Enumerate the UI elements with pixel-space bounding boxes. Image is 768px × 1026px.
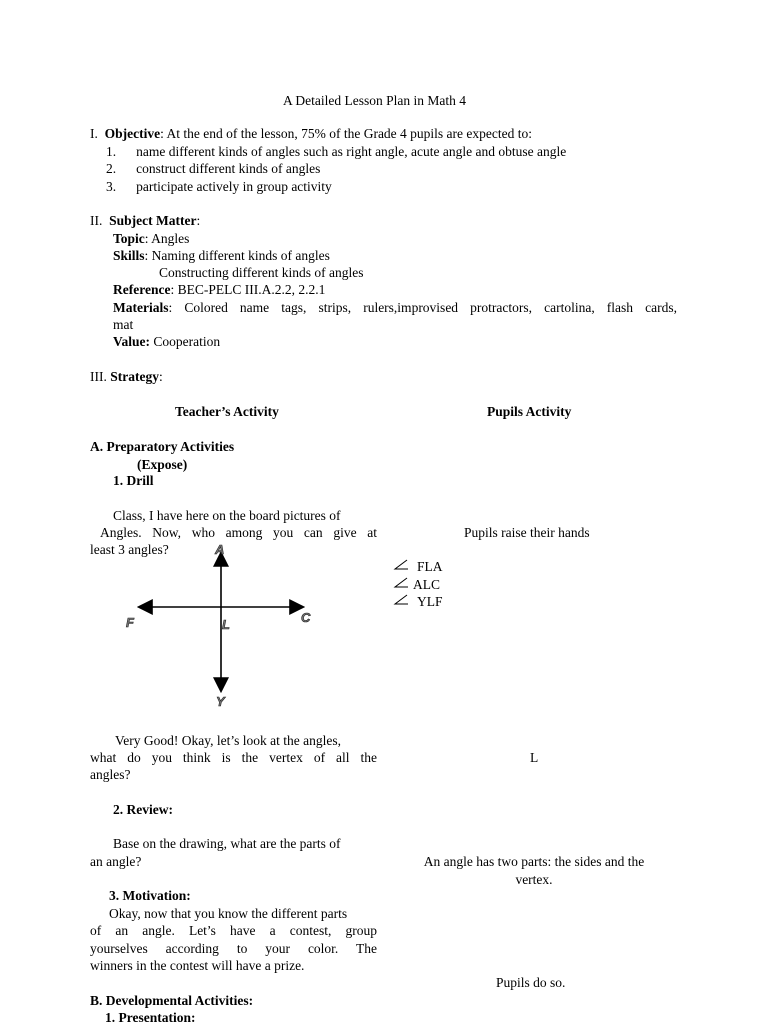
point-label-f: F xyxy=(126,615,134,630)
topic-value: : Angles xyxy=(144,231,190,246)
strategy-heading xyxy=(90,368,163,385)
list-item-text: participate actively in group activity xyxy=(136,179,332,194)
value-line xyxy=(113,333,220,350)
reference-line xyxy=(113,281,325,298)
list-number: 1. xyxy=(106,144,117,159)
strategy-colon: : xyxy=(158,369,163,384)
drill-text-3: least 3 angles? xyxy=(90,542,169,557)
angle-answer-1 xyxy=(393,558,443,575)
angle-answer-2 xyxy=(393,576,440,593)
list-number: 2. xyxy=(106,161,117,176)
review-text-2: an angle? xyxy=(90,854,142,869)
teacher-activity-header: Teacher’s Activity xyxy=(175,404,279,419)
angle-symbol-icon xyxy=(393,593,413,610)
section-a-sub: (Expose) xyxy=(137,457,188,472)
review-heading: 2. Review: xyxy=(113,802,173,817)
vertex-answer: L xyxy=(530,750,539,765)
reference-label: Reference xyxy=(113,282,171,297)
strategy-numeral: III. xyxy=(90,369,107,384)
angle-diagram xyxy=(110,530,330,720)
presentation-heading: 1. Presentation: xyxy=(105,1010,196,1025)
vertex-question-3: angles? xyxy=(90,767,131,782)
pupils-raise-hands: Pupils raise their hands xyxy=(464,525,590,540)
value-label: Value: xyxy=(113,334,151,349)
list-item-text: name different kinds of angles such as right angle, acute angle and obtuse angle xyxy=(136,144,567,159)
objective-item-1 xyxy=(106,143,566,160)
parts-answer-1: An angle has two parts: the sides and the xyxy=(423,854,645,869)
pupils-activity-header: Pupils Activity xyxy=(487,404,572,419)
pupils-do-so: Pupils do so. xyxy=(496,975,566,990)
subject-matter-heading xyxy=(90,212,200,229)
review-text-1: Base on the drawing, what are the parts of xyxy=(113,836,341,851)
vertex-question-1: Very Good! Okay, let’s look at the angles, xyxy=(115,733,341,748)
objective-heading xyxy=(90,125,532,142)
angle-answer-label: FLA xyxy=(417,559,443,574)
drill-text-2: Angles. Now, who among you can give at xyxy=(100,525,377,540)
topic-label: Topic xyxy=(113,231,145,246)
subject-matter-numeral: II. xyxy=(90,213,103,228)
list-item-text: construct different kinds of angles xyxy=(136,161,321,176)
subject-matter-colon: : xyxy=(196,213,201,228)
point-label-a: A xyxy=(215,542,225,557)
angle-symbol-icon xyxy=(393,576,413,593)
section-b-heading: B. Developmental Activities: xyxy=(90,993,254,1008)
strategy-label: Strategy xyxy=(110,369,159,384)
motivation-text-3: yourselves according to your color. The xyxy=(90,941,377,956)
motivation-heading: 3. Motivation: xyxy=(109,888,191,903)
point-label-c: C xyxy=(301,610,311,625)
skills-line xyxy=(113,247,330,264)
point-label-y: Y xyxy=(216,694,225,709)
objective-item-3 xyxy=(106,178,332,195)
materials-line xyxy=(113,299,677,316)
list-number: 3. xyxy=(106,179,117,194)
objective-label: Objective xyxy=(104,126,161,141)
objective-text: : At the end of the lesson, 75% of the Grade 4 pupils are expected to: xyxy=(160,126,533,141)
topic-line xyxy=(113,230,189,247)
materials-label: Materials xyxy=(113,300,169,315)
objective-numeral: I. xyxy=(90,126,98,141)
section-a-heading: A. Preparatory Activities xyxy=(90,439,235,454)
skills-label: Skills xyxy=(113,248,145,263)
angle-symbol-icon xyxy=(393,558,413,575)
angle-answer-label: ALC xyxy=(413,577,440,592)
vertex-question-2: what do you think is the vertex of all the xyxy=(90,750,377,765)
angle-answer-label: YLF xyxy=(417,594,443,609)
skills-line-2: Constructing different kinds of angles xyxy=(159,265,364,280)
angle-answer-3 xyxy=(393,593,443,610)
objective-item-2 xyxy=(106,160,320,177)
parts-answer-2: vertex. xyxy=(515,872,553,887)
page-title: A Detailed Lesson Plan in Math 4 xyxy=(283,93,466,108)
point-label-l: L xyxy=(222,617,230,632)
materials-line-2: mat xyxy=(113,317,134,332)
motivation-text-1: Okay, now that you know the different parts xyxy=(109,906,348,921)
drill-text-1: Class, I have here on the board pictures of xyxy=(113,508,341,523)
value-value: Cooperation xyxy=(150,334,221,349)
materials-value: : Colored name tags, strips, rulers,improvised protractors, cartolina, flash cards, xyxy=(168,300,677,315)
motivation-text-4: winners in the contest will have a prize. xyxy=(90,958,305,973)
motivation-text-2: of an angle. Let’s have a contest, group xyxy=(90,923,377,938)
reference-value: : BEC-PELC III.A.2.2, 2.2.1 xyxy=(170,282,326,297)
drill-heading: 1. Drill xyxy=(113,473,154,488)
subject-matter-label: Subject Matter xyxy=(109,213,197,228)
skills-value: : Naming different kinds of angles xyxy=(144,248,330,263)
